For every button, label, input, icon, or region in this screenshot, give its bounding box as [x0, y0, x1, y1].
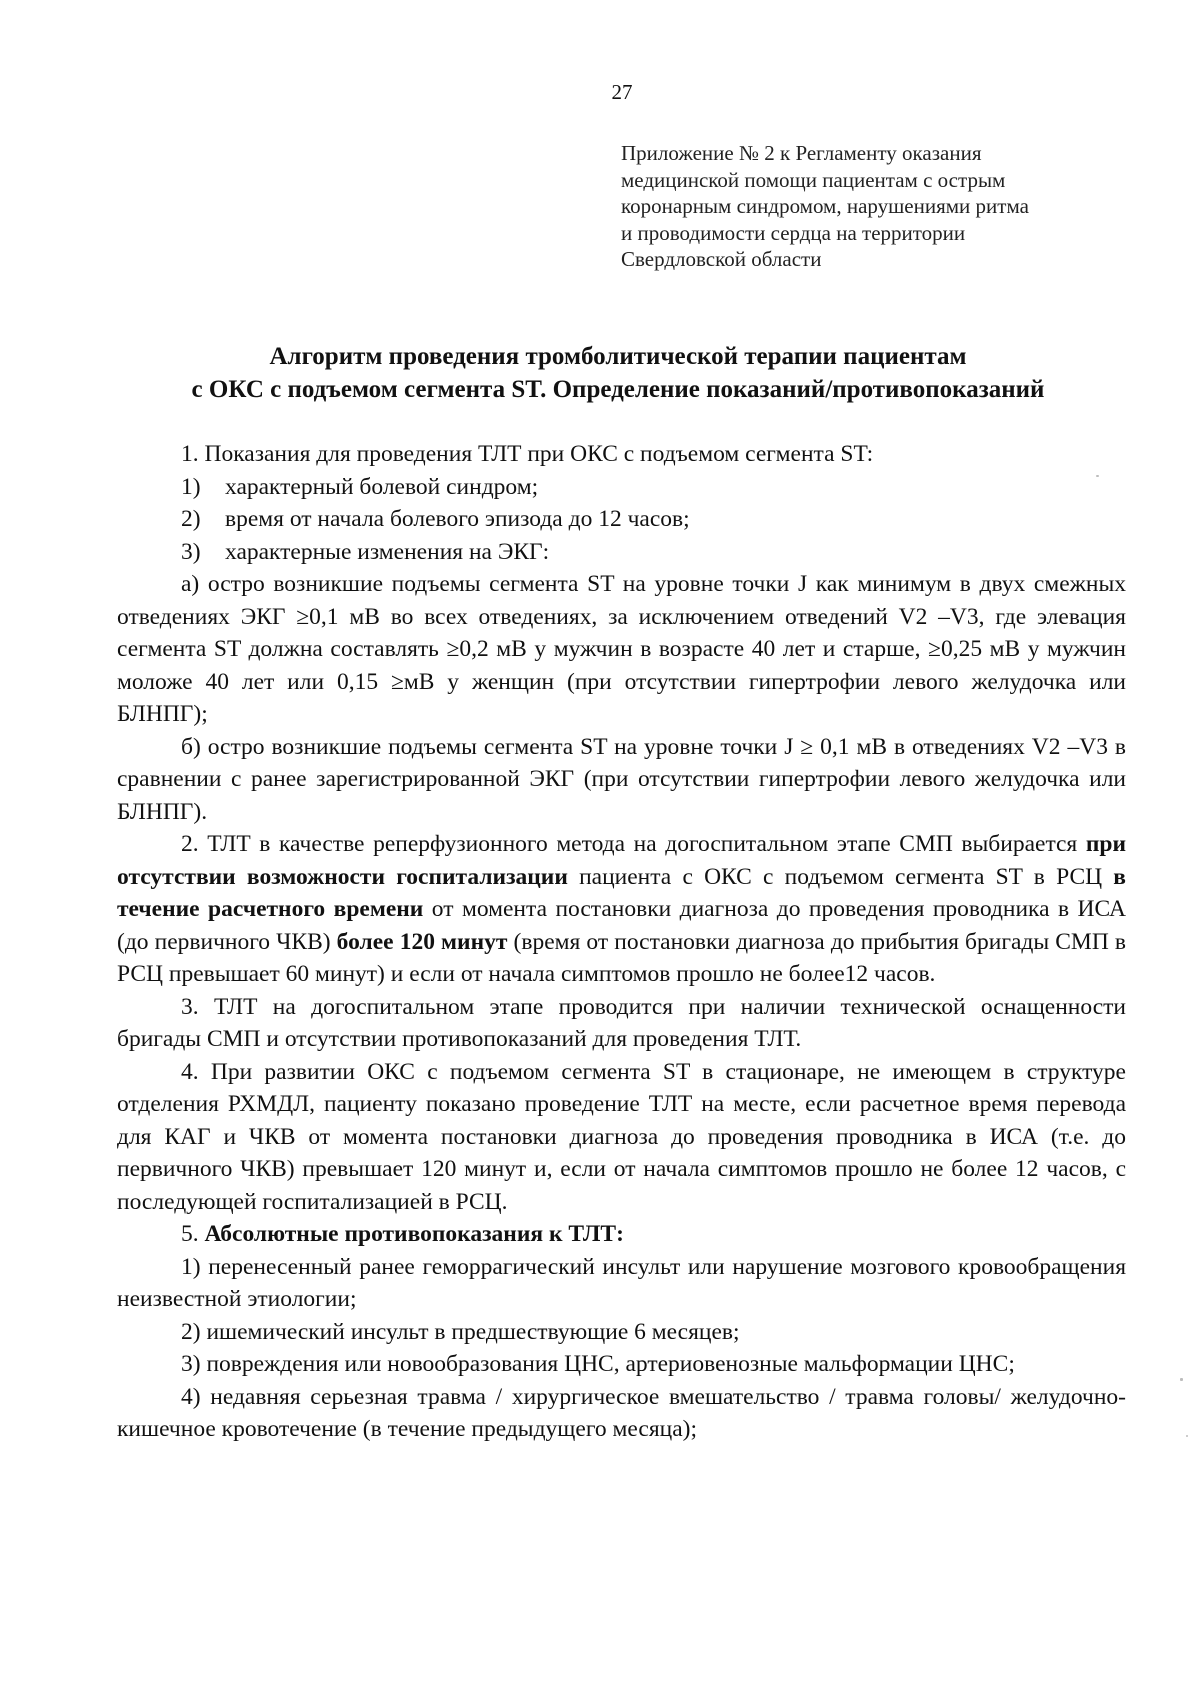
- section-5-title: Абсолютные противопоказания к ТЛТ:: [204, 1221, 624, 1247]
- contraindication-item: [117, 1348, 1126, 1381]
- list-item-number: 2): [181, 506, 201, 532]
- list-item-text: ишемический инсульт в предшествующие 6 месяцев;: [206, 1318, 740, 1345]
- subitem-b: б) остро возникшие подъемы сегмента ST на уровне точки J ≥ 0,1 мВ в отведениях V2 –V3 в сравнении с ранее зарегистрированной ЭКГ (при отсутствии гипертрофии левого желудочка или БЛНПГ).: [117, 733, 1126, 825]
- list-item-text: характерные изменения на ЭКГ:: [225, 538, 550, 565]
- scan-speck: [1180, 1378, 1183, 1381]
- section-2-text: от момента постановки диагноза до проведения проводника в ИСА (до первичного ЧКВ): [117, 896, 1126, 955]
- section-2-text: (время от постановки диагноза до прибытия бригады СМП в РСЦ превышает 60 минут) и если от начала симптомов прошло не более12 часов.: [117, 928, 1126, 987]
- list-item-number: 1): [181, 473, 201, 500]
- list-item-text: характерный болевой синдром;: [225, 473, 539, 500]
- list-item-number: 4): [181, 1383, 201, 1410]
- scan-speck: [1186, 1435, 1188, 1437]
- list-item-text: недавняя серьезная травма / хирургическое вмешательство / травма головы/ желудочно-кишечное кровотечение (в течение предыдущего месяца);: [117, 1383, 1126, 1442]
- list-item-text: перенесенный ранее геморрагический инсульт или нарушение мозгового кровообращения неизвестной этиологии;: [117, 1253, 1127, 1312]
- list-item-number: 3): [181, 1351, 201, 1377]
- appendix-line: медицинской помощи пациентам с острым: [621, 167, 1006, 192]
- appendix-note: [621, 140, 1141, 273]
- appendix-line: Приложение № 2 к Регламенту оказания: [621, 141, 982, 165]
- title-line: Алгоритм проведения тромболитической терапии пациентам: [269, 343, 967, 370]
- scan-speck: [1096, 475, 1099, 477]
- section-4: 4. При развитии ОКС с подъемом сегмента ST в стационаре, не имеющем в структуре отделения РХМДЛ, пациенту показано проведение ТЛТ на месте, если расчетное время перевода для КАГ и ЧКВ от момента постановки диагноза до проведения проводника в ИСА (т.е. до первичного ЧКВ) превышает 120 минут и, если от начала симптомов прошло не более 12 часов, с последующей госпитализацией в РСЦ.: [117, 1058, 1126, 1215]
- section-5-heading: [117, 1218, 1126, 1251]
- section-2-bold: более 120 минут: [336, 928, 508, 955]
- contraindication-item: [117, 1381, 1126, 1446]
- list-item-text: время от начала болевого эпизода до 12 часов;: [225, 506, 690, 532]
- section-1-heading: 1. Показания для проведения ТЛТ при ОКС с подъемом сегмента ST:: [181, 441, 874, 467]
- title-line: с ОКС с подъемом сегмента ST. Определение показаний/противопоказаний: [191, 376, 1045, 403]
- section-2-text: пациента с ОКС с подъемом сегмента ST в РСЦ: [567, 863, 1114, 890]
- list-item-text: повреждения или новообразования ЦНС, артериовенозные мальформации ЦНС;: [206, 1351, 1015, 1377]
- section-5-number: 5.: [181, 1221, 199, 1247]
- page-number: 27: [611, 80, 633, 104]
- subitem-a: а) остро возникшие подъемы сегмента ST на уровне точки J как минимум в двух смежных отведениях ЭКГ ≥0,1 мВ во всех отведениях, за исключением отведений V2 –V3, где элевация сегмента ST должна составлять ≥0,2 мВ у мужчин в возрасте 40 лет и старше, ≥0,25 мВ у мужчин моложе 40 лет или 0,15 ≥мВ у женщин (при отсутствии гипертрофии левого желудочка или БЛНПГ);: [117, 571, 1126, 727]
- section-2-text: 2. ТЛТ в качестве реперфузионного метода на догоспитальном этапе СМП выбирается: [181, 831, 1086, 857]
- section-2: [117, 828, 1126, 991]
- list-item: [117, 536, 1126, 569]
- document-title: [110, 340, 1126, 406]
- appendix-line: и проводимости сердца на территории: [621, 220, 966, 245]
- list-item: [117, 503, 1126, 536]
- list-item-number: 1): [181, 1253, 201, 1280]
- section-2-bold: при отсутствии возможности госпитализации: [117, 831, 1126, 890]
- list-item-number: 3): [181, 538, 201, 565]
- appendix-line: Свердловской области: [621, 247, 822, 271]
- appendix-line: коронарным синдромом, нарушениями ритма: [621, 194, 1029, 218]
- document-body: [117, 438, 1126, 1446]
- contraindication-item: [117, 1316, 1126, 1349]
- section-2-bold: в течение расчетного времени: [117, 863, 1126, 922]
- list-item-number: 2): [181, 1318, 201, 1345]
- list-item: [117, 471, 1126, 504]
- section-3: 3. ТЛТ на догоспитальном этапе проводится при наличии технической оснащенности бригады СМП и отсутствии противопоказаний для проведения ТЛТ.: [117, 993, 1126, 1052]
- contraindication-item: [117, 1251, 1126, 1316]
